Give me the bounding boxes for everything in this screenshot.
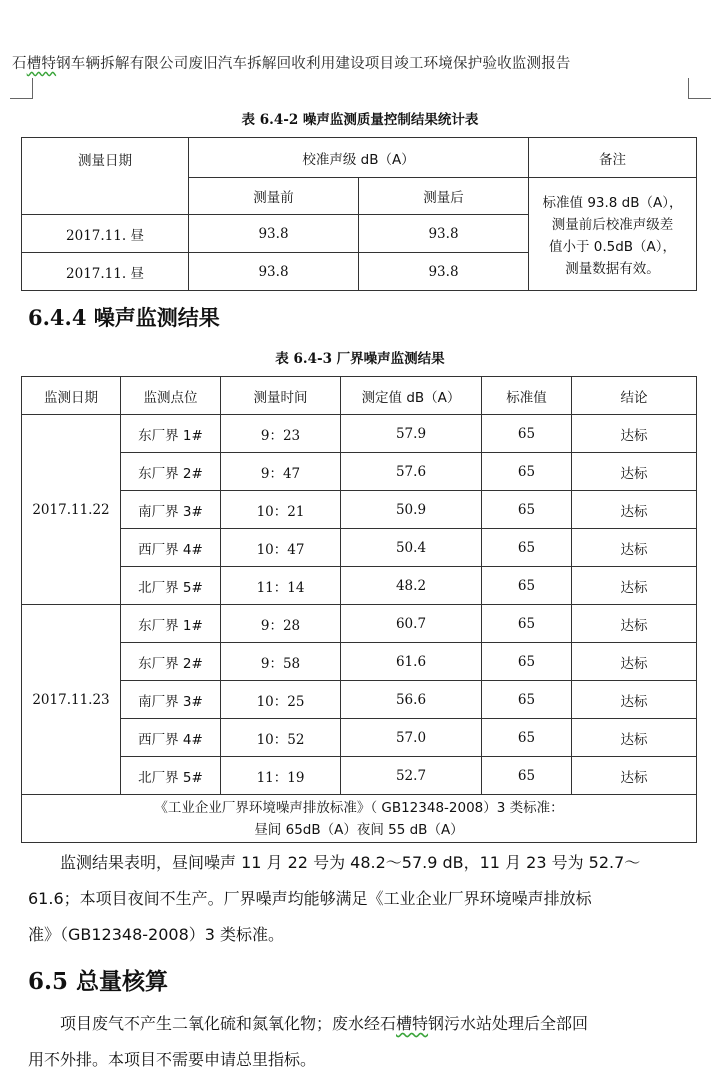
page-header: [12, 52, 712, 73]
col-header-date: 测量日期: [22, 138, 189, 215]
cell-standard: 65: [482, 719, 572, 757]
cell-result: 达标: [572, 567, 697, 605]
text-run: 项目废气不产生二氧化硫和氮氧化物；废水经石: [60, 1014, 397, 1033]
note-line: 测量前后校准声级差: [551, 217, 674, 233]
cell-standard: 65: [482, 681, 572, 719]
cell-standard: 65: [482, 415, 572, 453]
section-heading-6-4-4: [28, 302, 220, 332]
table-row: [22, 567, 697, 605]
cell-standard: 65: [482, 757, 572, 795]
cell-after: 93.8: [359, 215, 529, 253]
cell-point: 西厂界 4#: [121, 529, 221, 567]
cell-result: 达标: [572, 643, 697, 681]
col-header: 标准值: [482, 377, 572, 415]
cell-point: 南厂界 3#: [121, 681, 221, 719]
noise-results-table: [21, 376, 697, 843]
col-header: 测量时间: [221, 377, 341, 415]
cell-time: 9：28: [221, 605, 341, 643]
remark-line: 《工业企业厂界环境噪声排放标准》（ GB12348-2008）3 类标准：: [154, 799, 564, 816]
table-row: [22, 529, 697, 567]
paragraph-line: [28, 1006, 696, 1042]
cell-value: 61.6: [341, 643, 482, 681]
cell-date-group: 2017.11.23: [22, 605, 121, 795]
cell-result: 达标: [572, 453, 697, 491]
cell-value: 57.9: [341, 415, 482, 453]
cell-value: 50.4: [341, 529, 482, 567]
header-rest: 钢车辆拆解有限公司废旧汽车拆解回收利用建设项目竣工环境保护验收监测报告: [56, 56, 571, 72]
table1-caption: 表 6.4-2 噪声监测质量控制结果统计表: [241, 112, 479, 128]
cell-before: 93.8: [189, 215, 359, 253]
section-number: 6.4.4: [28, 305, 87, 330]
col-header-before: 测量前: [189, 178, 359, 215]
cell-date: 2017.11. 昼: [22, 215, 189, 253]
cell-time: 9：23: [221, 415, 341, 453]
table-row: [22, 719, 697, 757]
paragraph-line: 61.6；本项目夜间不生产。厂界噪声均能够满足《工业企业厂界环境噪声排放标: [28, 889, 592, 908]
corner-mark-right: [688, 78, 711, 99]
table-row: [22, 453, 697, 491]
cell-standard: 65: [482, 529, 572, 567]
cell-point: 北厂界 5#: [121, 567, 221, 605]
table-row: [22, 605, 697, 643]
section-number: 6.5: [28, 968, 69, 995]
section-title: 总量核算: [76, 969, 169, 995]
cell-date-group: 2017.11.22: [22, 415, 121, 605]
cell-standard: 65: [482, 491, 572, 529]
text-run: 钢污水站处理后全部回: [428, 1014, 589, 1033]
cell-time: 10：25: [221, 681, 341, 719]
corner-mark-left: [10, 78, 33, 99]
cell-before: 93.8: [189, 253, 359, 291]
table-row: [22, 415, 697, 453]
calibration-table: [21, 137, 697, 291]
cell-value: 57.6: [341, 453, 482, 491]
cell-point: 西厂界 4#: [121, 719, 221, 757]
cell-result: 达标: [572, 757, 697, 795]
cell-value: 50.9: [341, 491, 482, 529]
cell-time: 10：47: [221, 529, 341, 567]
cell-point: 东厂界 1#: [121, 415, 221, 453]
paragraph-line: 准》（GB12348-2008）3 类标准。: [28, 925, 285, 944]
cell-point: 南厂界 3#: [121, 491, 221, 529]
col-header: 监测日期: [22, 377, 121, 415]
cell-point: 北厂界 5#: [121, 757, 221, 795]
paragraph-line: 用不外排。本项目不需要申请总里指标。: [28, 1050, 317, 1069]
table-row: [22, 681, 697, 719]
section-heading-6-5: [28, 963, 168, 996]
col-header: 结论: [572, 377, 697, 415]
cell-value: 52.7: [341, 757, 482, 795]
cell-time: 9：58: [221, 643, 341, 681]
header-spellcheck-word: 槽特: [26, 56, 57, 72]
note-line: 标准值 93.8 dB（A），: [542, 195, 683, 211]
cell-result: 达标: [572, 719, 697, 757]
note-line: 测量数据有效。: [565, 261, 660, 277]
cell-time: 11：14: [221, 567, 341, 605]
cell-value: 60.7: [341, 605, 482, 643]
cell-time: 9：47: [221, 453, 341, 491]
cell-time: 10：21: [221, 491, 341, 529]
table-row: [22, 643, 697, 681]
table-remark-row: [22, 795, 697, 843]
cell-standard: 65: [482, 567, 572, 605]
paragraph-line: 监测结果表明，昼间噪声 11 月 22 号为 48.2～57.9 dB，11 月 23 号为 52.7～: [60, 853, 641, 872]
col-header-calibration: 校准声级 dB（A）: [189, 138, 529, 178]
table-header-row: [22, 377, 697, 415]
cell-point: 东厂界 1#: [121, 605, 221, 643]
cell-date: 2017.11. 昼: [22, 253, 189, 291]
table-row: [22, 757, 697, 795]
col-header: 测定值 dB（A）: [341, 377, 482, 415]
standard-remark: [22, 795, 697, 843]
cell-result: 达标: [572, 681, 697, 719]
col-header: 监测点位: [121, 377, 221, 415]
cell-result: 达标: [572, 605, 697, 643]
section-title: 噪声监测结果: [93, 306, 220, 330]
note-line: 值小于 0.5dB（A），: [548, 239, 677, 255]
table2-caption: 表 6.4-3 厂界噪声监测结果: [275, 351, 445, 367]
cell-time: 10：52: [221, 719, 341, 757]
cell-result: 达标: [572, 491, 697, 529]
cell-standard: 65: [482, 453, 572, 491]
results-paragraph: [28, 845, 696, 953]
cell-standard: 65: [482, 643, 572, 681]
cell-time: 11：19: [221, 757, 341, 795]
cell-value: 57.0: [341, 719, 482, 757]
spellcheck-word: 槽特: [396, 1014, 429, 1033]
cell-point: 东厂界 2#: [121, 453, 221, 491]
cell-standard: 65: [482, 605, 572, 643]
table-row: [22, 491, 697, 529]
cell-result: 达标: [572, 415, 697, 453]
col-header-after: 测量后: [359, 178, 529, 215]
cell-after: 93.8: [359, 253, 529, 291]
cell-point: 东厂界 2#: [121, 643, 221, 681]
calibration-note: [529, 178, 697, 291]
total-amount-paragraph: [28, 1006, 696, 1078]
cell-result: 达标: [572, 529, 697, 567]
col-header-note: 备注: [529, 138, 697, 178]
cell-value: 48.2: [341, 567, 482, 605]
header-prefix: 石: [12, 56, 27, 72]
cell-value: 56.6: [341, 681, 482, 719]
remark-line: 昼间 65dB（A）夜间 55 dB（A）: [254, 821, 464, 838]
